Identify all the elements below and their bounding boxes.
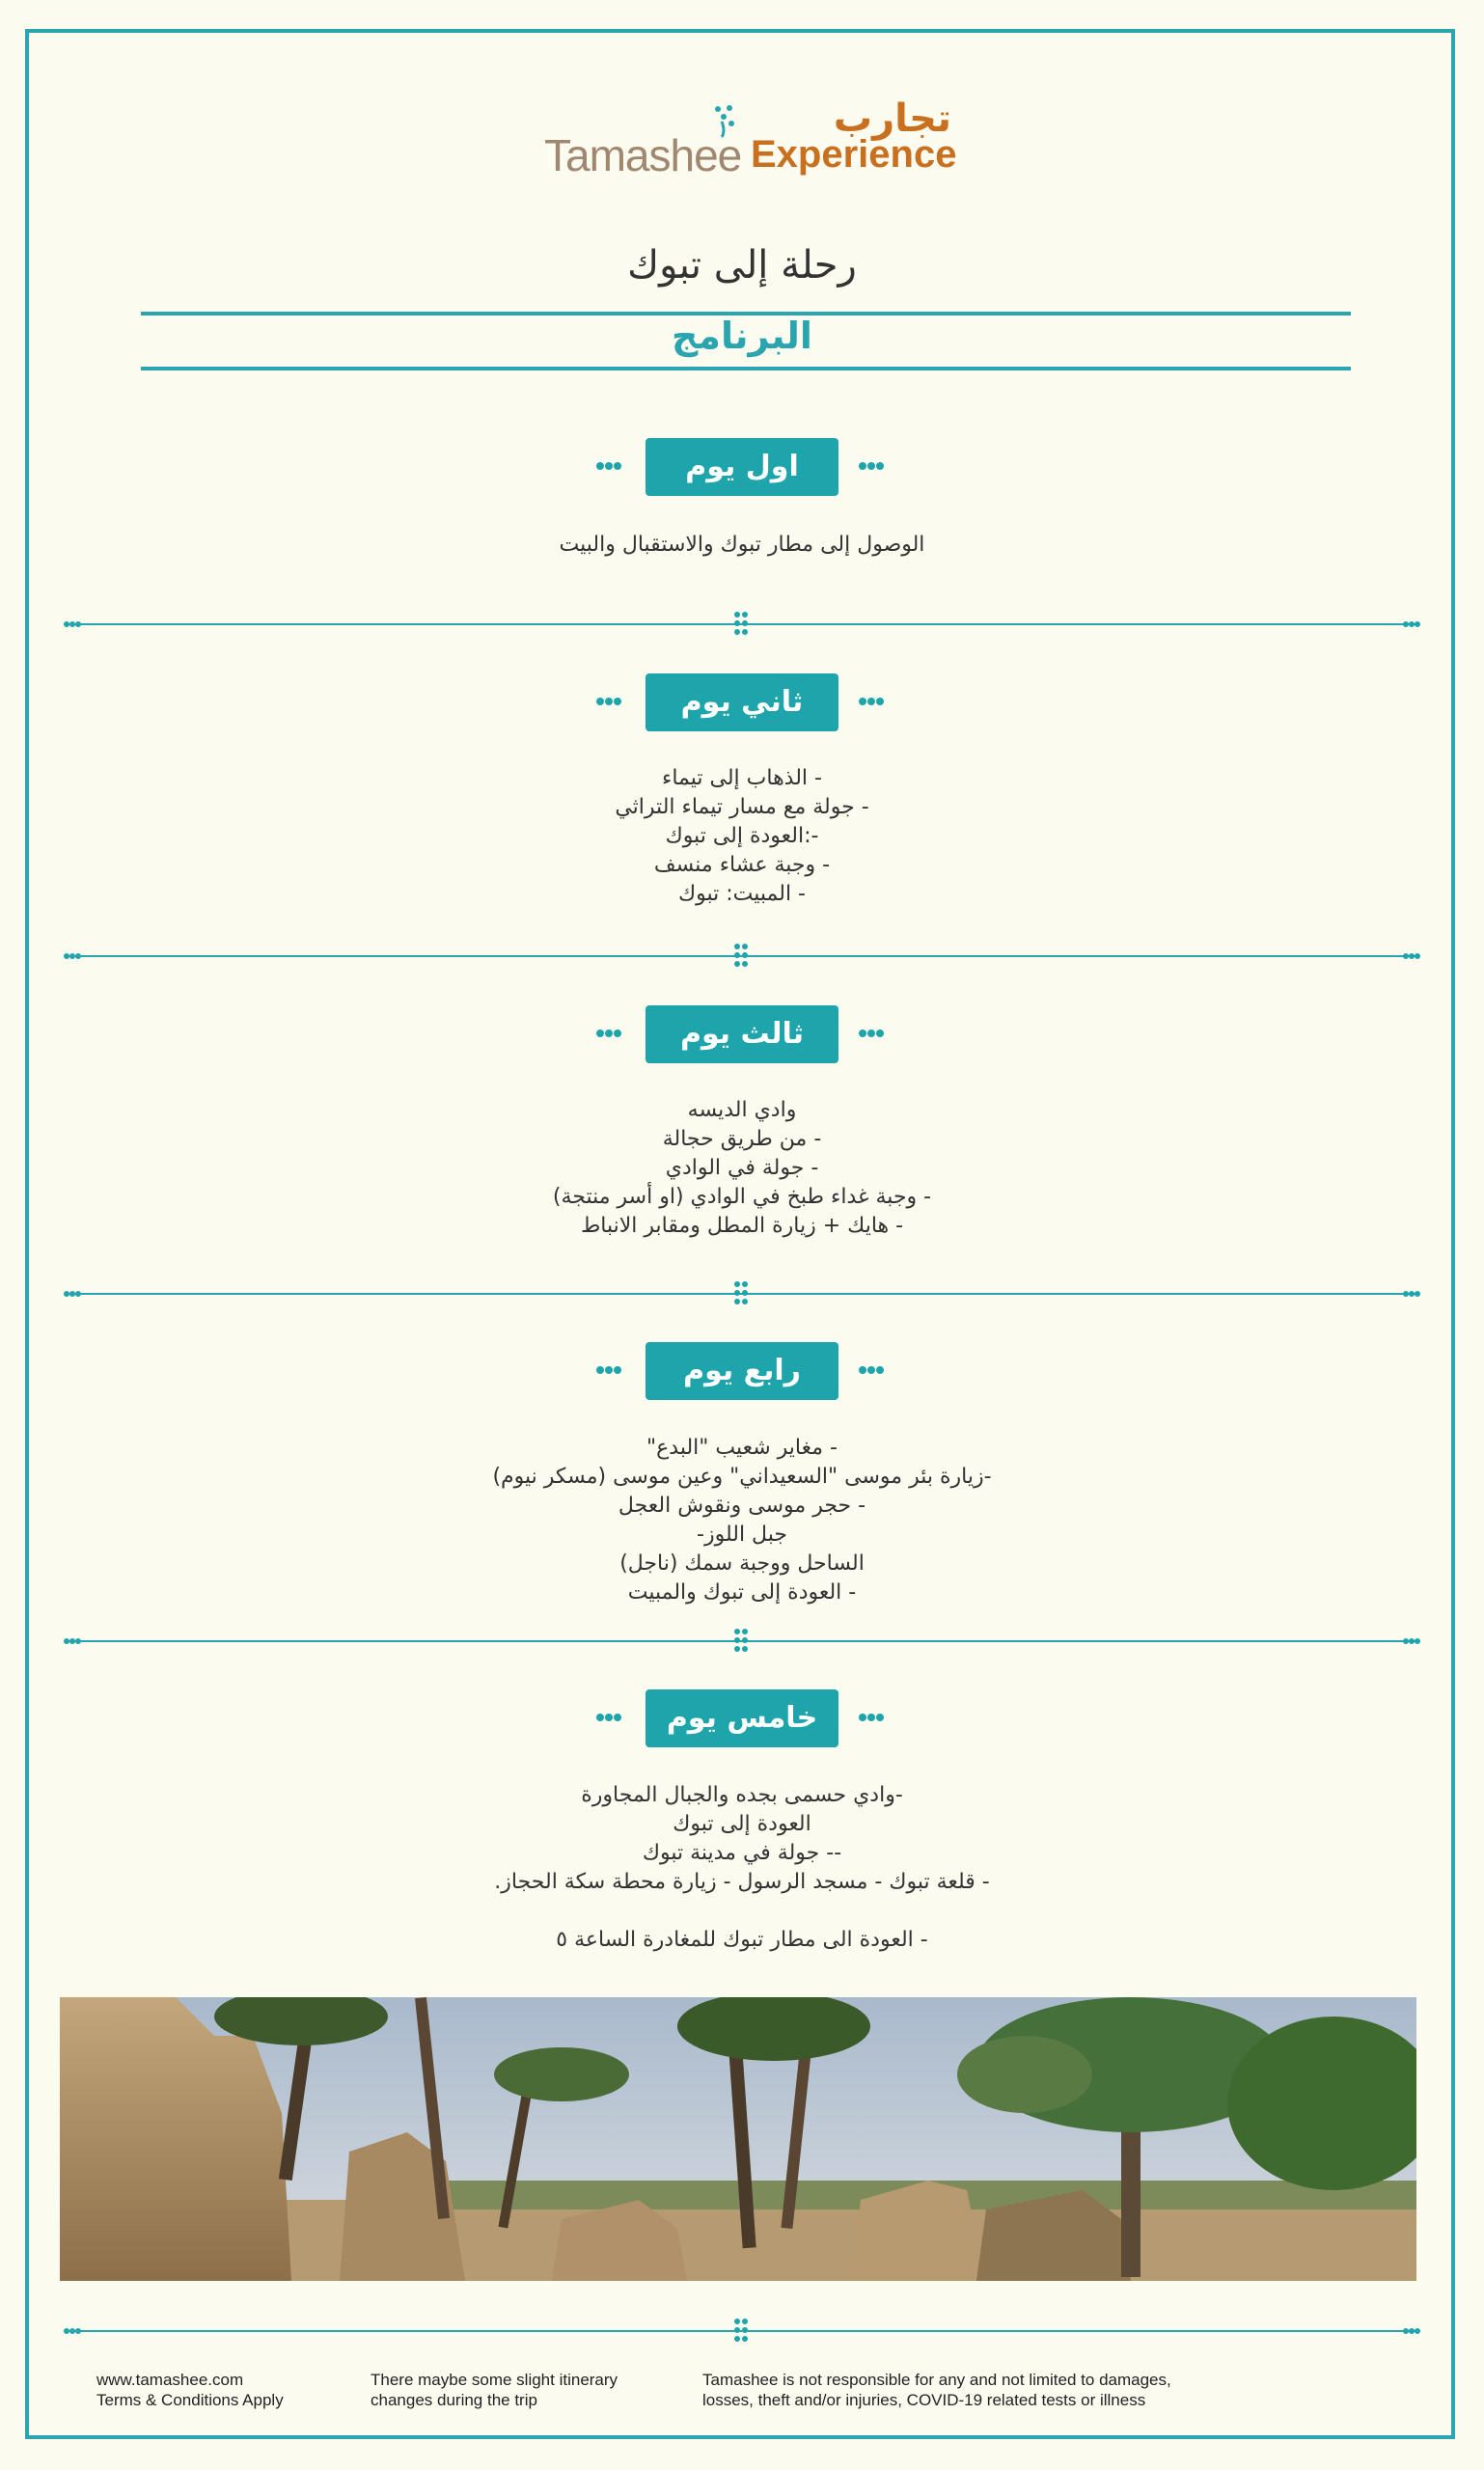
logo-experience-text: Experience xyxy=(751,133,957,176)
day-1-text: الوصول إلى مطار تبوك والاستقبال والبيت xyxy=(559,533,925,557)
oasis-photo xyxy=(60,1997,1416,2281)
separator-center-dots-icon xyxy=(734,944,750,969)
day-5-text: -وادي حسمى بجده والجبال المجاورة العودة إلى تبوك -- جولة في مدينة تبوك - قلعة تبوك - مسجد الرسول - زيارة محطة سكة الحجاز. - العودة الى مطار تبوك للمغادرة الساعة ٥ xyxy=(494,1783,990,1952)
badge-dots-left-icon xyxy=(596,1712,625,1723)
day-5-badge: خامس يوم xyxy=(646,1689,838,1747)
badge-dots-right-icon xyxy=(859,1028,888,1039)
separator-center-dots-icon xyxy=(734,1281,750,1306)
separator-dots-icon xyxy=(1403,1638,1420,1646)
day-1-badge: اول يوم xyxy=(646,438,838,496)
badge-dots-right-icon xyxy=(859,1364,888,1376)
badge-dots-left-icon xyxy=(596,460,625,472)
program-bottom-rule xyxy=(141,367,1351,370)
badge-dots-right-icon xyxy=(859,460,888,472)
oasis-photo-illustration xyxy=(60,1997,1416,2281)
separator-dots-icon xyxy=(1403,953,1420,961)
tamashee-logo xyxy=(540,96,975,193)
separator-center-dots-icon xyxy=(734,1629,750,1654)
badge-dots-left-icon xyxy=(596,1364,625,1376)
badge-dots-left-icon xyxy=(596,1028,625,1039)
day-4-badge: رابع يوم xyxy=(646,1342,838,1400)
separator-dots-icon xyxy=(1403,2328,1420,2336)
logo-latin-text: Tamashee xyxy=(544,130,742,180)
program-title: البرنامج xyxy=(672,315,812,357)
day-4-text: - مغاير شعيب "البدع" -زيارة بئر موسى "السعيداني" وعين موسى (مسكر نيوم) - حجر موسى ونقوش العجل جبل اللوز- الساحل ووجبة سمك (ناجل) - العودة إلى تبوك والمبيت xyxy=(492,1436,992,1605)
separator-dots-icon xyxy=(1403,1291,1420,1299)
day-2-text: - الذهاب إلى تيماء - جولة مع مسار تيماء التراثي -:العودة إلى تبوك - وجبة عشاء منسف - المبيت: تبوك xyxy=(615,766,869,906)
footer-website-terms: www.tamashee.com Terms & Conditions Apply xyxy=(96,2371,284,2409)
separator-dots-icon xyxy=(1403,621,1420,629)
trip-title: رحلة إلى تبوك xyxy=(627,243,857,288)
badge-dots-right-icon xyxy=(859,696,888,707)
separator-center-dots-icon xyxy=(734,612,750,637)
day-3-badge: ثالث يوم xyxy=(646,1005,838,1063)
footer-disclaimer: Tamashee is not responsible for any and not limited to damages, losses, theft and/or injuries, COVID-19 related tests or illness xyxy=(702,2371,1171,2409)
footer-itinerary-note: There maybe some slight itinerary changes during the trip xyxy=(371,2371,618,2409)
logo-arabic-text: تجارب xyxy=(833,96,951,141)
day-2-badge: ثاني يوم xyxy=(646,673,838,731)
badge-dots-left-icon xyxy=(596,696,625,707)
badge-dots-right-icon xyxy=(859,1712,888,1723)
logo-mark-icon xyxy=(712,104,741,139)
separator-center-dots-icon xyxy=(734,2319,750,2344)
day-3-text: وادي الديسه - من طريق حجالة - جولة في الوادي - وجبة غداء طبخ في الوادي (او أسر منتجة) - هايك + زيارة المطل ومقابر الانباط xyxy=(552,1098,932,1238)
